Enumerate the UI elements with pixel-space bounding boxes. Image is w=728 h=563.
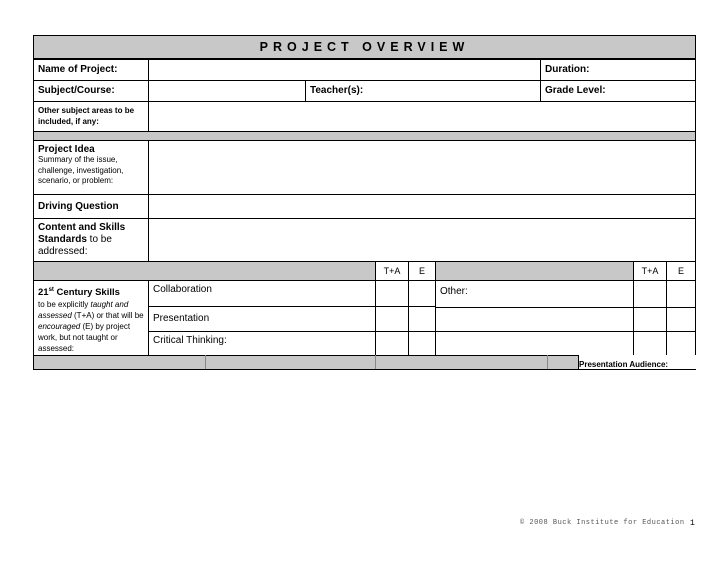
project-idea-title: Project Idea [38, 144, 95, 155]
other-e-checkbox[interactable] [666, 280, 696, 308]
driving-question-field[interactable] [148, 194, 696, 219]
skills-header-right [435, 261, 634, 281]
collaboration-e-checkbox[interactable] [408, 280, 436, 307]
skills-desc-1: to be explicitly [38, 300, 91, 310]
other3-ta-checkbox[interactable] [633, 331, 667, 356]
other-skill-field[interactable]: Other: [435, 280, 634, 308]
century-skills-title [38, 284, 144, 299]
century-skills-label [33, 280, 149, 356]
col-ta-header-right: T+A [633, 261, 667, 281]
footer-copyright: © 2008 Buck Institute for Education [520, 519, 685, 527]
century-skills-title-num: 21 [38, 287, 49, 299]
bottom-divider-1 [205, 355, 206, 369]
subject-course-label: Subject/Course: [33, 80, 149, 102]
content-skills-field[interactable] [148, 218, 696, 262]
teachers-field[interactable]: Teacher(s): [305, 80, 541, 102]
col-e-header-left: E [408, 261, 436, 281]
page-title: PROJECT OVERVIEW [259, 40, 470, 54]
other2-e-checkbox[interactable] [666, 307, 696, 332]
skill-critical-thinking: Critical Thinking: [148, 331, 376, 356]
other-subjects-label: Other subject areas to be included, if any: [33, 101, 149, 132]
col-e-header-right: E [666, 261, 696, 281]
critical-thinking-e-checkbox[interactable] [408, 331, 436, 356]
driving-question-label: Driving Question [33, 194, 149, 219]
content-skills-bold: Content and Skills Standards [38, 222, 126, 245]
project-idea-field[interactable] [148, 140, 696, 195]
presentation-e-checkbox[interactable] [408, 306, 436, 332]
critical-thinking-ta-checkbox[interactable] [375, 331, 409, 356]
skill-presentation: Presentation [148, 306, 376, 332]
other3-e-checkbox[interactable] [666, 331, 696, 356]
content-skills-rest: to be addressed: [38, 234, 112, 257]
subject-course-field[interactable] [148, 80, 306, 102]
century-skills-title-sup: st [48, 287, 54, 293]
century-skills-title-rest: Century Skills [53, 287, 120, 299]
other-skill-field-2[interactable] [435, 307, 634, 332]
project-idea-desc: Summary of the issue, challenge, investigation, scenario, or problem: [38, 155, 124, 185]
grade-level-field[interactable]: Grade Level: [540, 80, 696, 102]
name-of-project-field[interactable] [148, 59, 541, 81]
presentation-audience-label: Presentation Audience: [579, 360, 669, 368]
other-subjects-field[interactable] [148, 101, 696, 132]
project-idea-label [33, 140, 149, 195]
skills-header-left [33, 261, 376, 281]
page-number: 1 [690, 519, 695, 528]
other-skill-field-3[interactable] [435, 331, 634, 356]
col-ta-header-left: T+A [375, 261, 409, 281]
skills-desc-3: (E) by project work, but not taught or assessed: [38, 322, 131, 354]
other2-ta-checkbox[interactable] [633, 307, 667, 332]
bottom-divider-2 [375, 355, 376, 369]
content-skills-label [33, 218, 149, 262]
duration-field[interactable]: Duration: [540, 59, 696, 81]
skills-desc-2: (T+A) or that will be [71, 311, 144, 321]
name-of-project-label: Name of Project: [33, 59, 149, 81]
skills-desc-encouraged: encouraged [38, 322, 81, 332]
skill-collaboration: Collaboration [148, 280, 376, 307]
bottom-divider-3 [547, 355, 548, 369]
skills-desc-taught: taught and assessed [38, 300, 129, 321]
presentation-ta-checkbox[interactable] [375, 306, 409, 332]
collaboration-ta-checkbox[interactable] [375, 280, 409, 307]
other-ta-checkbox[interactable] [633, 280, 667, 308]
